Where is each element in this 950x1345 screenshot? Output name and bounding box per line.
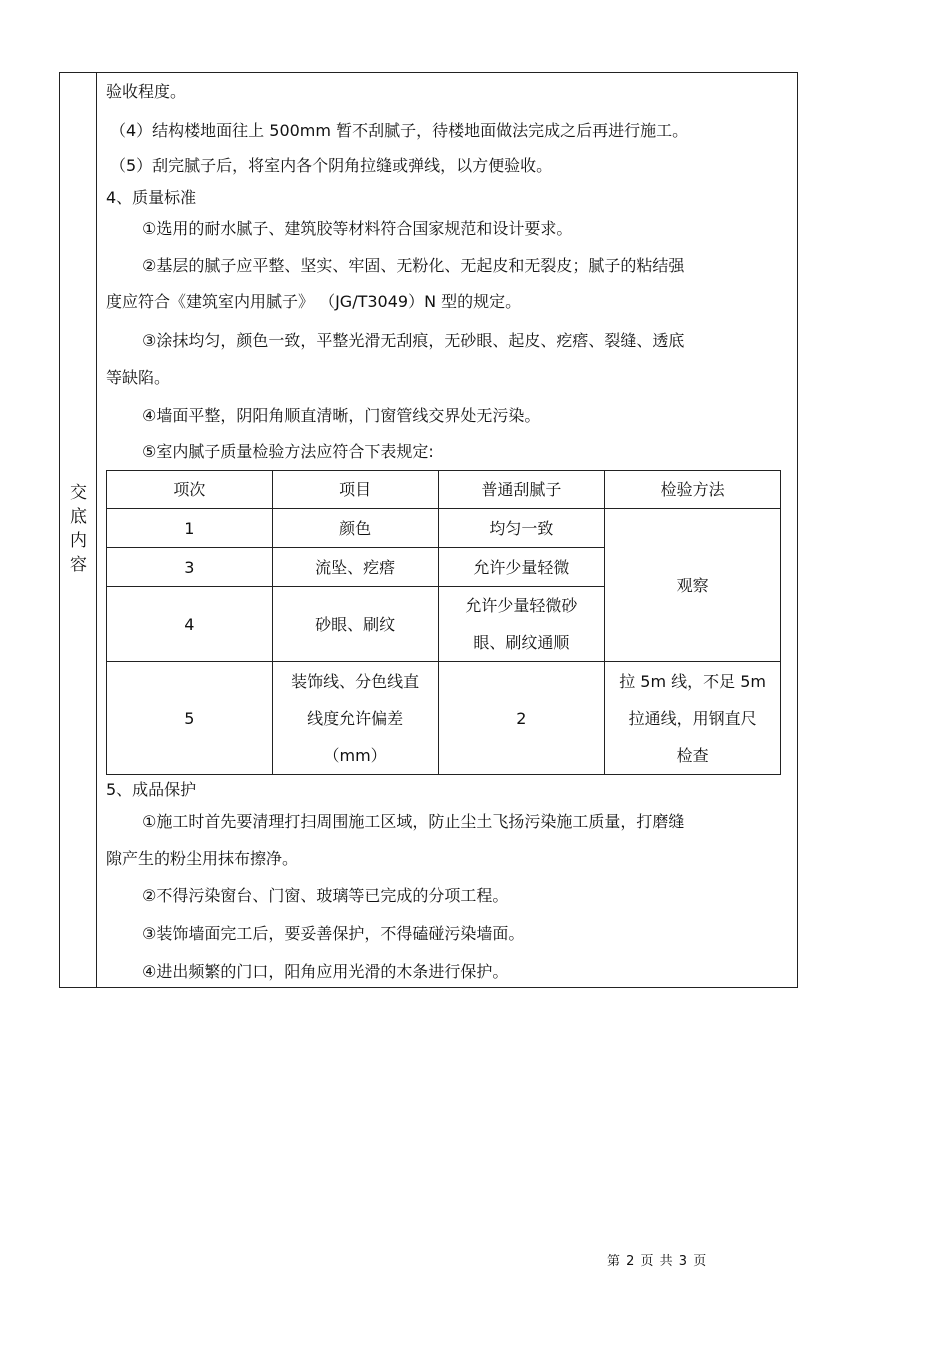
text-line: ②不得污染窗台、门窗、玻璃等已完成的分项工程。 bbox=[142, 886, 509, 905]
text-line: ①选用的耐水腻子、建筑胶等材料符合国家规范和设计要求。 bbox=[142, 219, 573, 238]
text-line: ④墙面平整，阴阳角顺直清晰，门窗管线交界处无污染。 bbox=[142, 406, 541, 425]
table-cell-line: 检查 bbox=[676, 745, 709, 765]
text-line: 等缺陷。 bbox=[106, 368, 171, 387]
table-cell-line: 线度允许偏差 bbox=[307, 708, 404, 728]
table-row bbox=[107, 509, 781, 548]
text-line: （4）结构楼地面往上 500mm 暂不刮腻子，待楼地面做法完成之后再进行施工。 bbox=[110, 121, 689, 140]
text-line: （5）刮完腻子后，将室内各个阴角拉缝或弹线，以方便验收。 bbox=[110, 156, 553, 175]
text-line: ③涂抹均匀，颜色一致，平整光滑无刮痕，无砂眼、起皮、疙瘩、裂缝、透底 bbox=[142, 331, 685, 350]
text-line: 隙产生的粉尘用抹布擦净。 bbox=[106, 849, 299, 868]
text-line: 验收程度。 bbox=[106, 82, 187, 101]
table-cell: 颜色 bbox=[272, 509, 438, 548]
section-heading: 4、质量标准 bbox=[106, 188, 197, 207]
text-line: ④进出频繁的门口，阳角应用光滑的木条进行保护。 bbox=[142, 962, 509, 981]
side-label bbox=[60, 481, 97, 577]
table-cell bbox=[605, 662, 781, 775]
table-cell-line: 拉通线，用钢直尺 bbox=[628, 708, 757, 728]
table-cell: 2 bbox=[438, 662, 605, 775]
side-label-char: 容 bbox=[70, 555, 87, 575]
table-cell: 5 bbox=[107, 662, 273, 775]
table-cell-line: 允许少量轻微砂 bbox=[465, 596, 578, 615]
table-cell-line: 装饰线、分色线直 bbox=[291, 671, 420, 691]
text-line: ③装饰墙面完工后，要妥善保护，不得磕碰污染墙面。 bbox=[142, 924, 525, 943]
table-header: 检验方法 bbox=[605, 471, 781, 509]
text-line: ①施工时首先要清理打扫周围施工区域，防止尘土飞扬污染施工质量，打磨缝 bbox=[142, 812, 685, 831]
table-cell: 4 bbox=[107, 587, 273, 662]
quality-inspection-table bbox=[106, 470, 781, 775]
table-cell-line: （mm） bbox=[323, 745, 387, 765]
text-line: ②基层的腻子应平整、坚实、牢固、无粉化、无起皮和无裂皮；腻子的粘结强 bbox=[142, 256, 685, 275]
table-row bbox=[107, 662, 781, 775]
table-cell: 砂眼、刷纹 bbox=[272, 587, 438, 662]
text-line: ⑤室内腻子质量检验方法应符合下表规定: bbox=[142, 442, 434, 461]
table-header: 普通刮腻子 bbox=[438, 471, 605, 509]
table-cell-line: 眼、刷纹通顺 bbox=[473, 633, 570, 652]
table-cell bbox=[438, 587, 605, 662]
table-cell: 允许少量轻微 bbox=[438, 548, 605, 587]
text-line: 度应符合《建筑室内用腻子》 （JG/T3049）N 型的规定。 bbox=[106, 292, 522, 311]
table-header-row bbox=[107, 471, 781, 509]
side-label-char: 内 bbox=[70, 531, 87, 551]
table-header: 项次 bbox=[107, 471, 273, 509]
table-cell: 3 bbox=[107, 548, 273, 587]
page-number: 第 2 页 共 3 页 bbox=[607, 1254, 708, 1269]
table-cell: 均匀一致 bbox=[438, 509, 605, 548]
table-cell: 1 bbox=[107, 509, 273, 548]
table-header: 项目 bbox=[272, 471, 438, 509]
table-cell bbox=[272, 662, 438, 775]
section-heading: 5、成品保护 bbox=[106, 780, 197, 799]
table-cell-method-observe: 观察 bbox=[605, 509, 781, 662]
side-label-char: 交 bbox=[70, 483, 87, 503]
side-label-char: 底 bbox=[70, 507, 87, 527]
table-cell-line: 拉 5m 线，不足 5m bbox=[619, 671, 767, 691]
table-cell: 流坠、疙瘩 bbox=[272, 548, 438, 587]
side-label-column bbox=[60, 73, 97, 987]
